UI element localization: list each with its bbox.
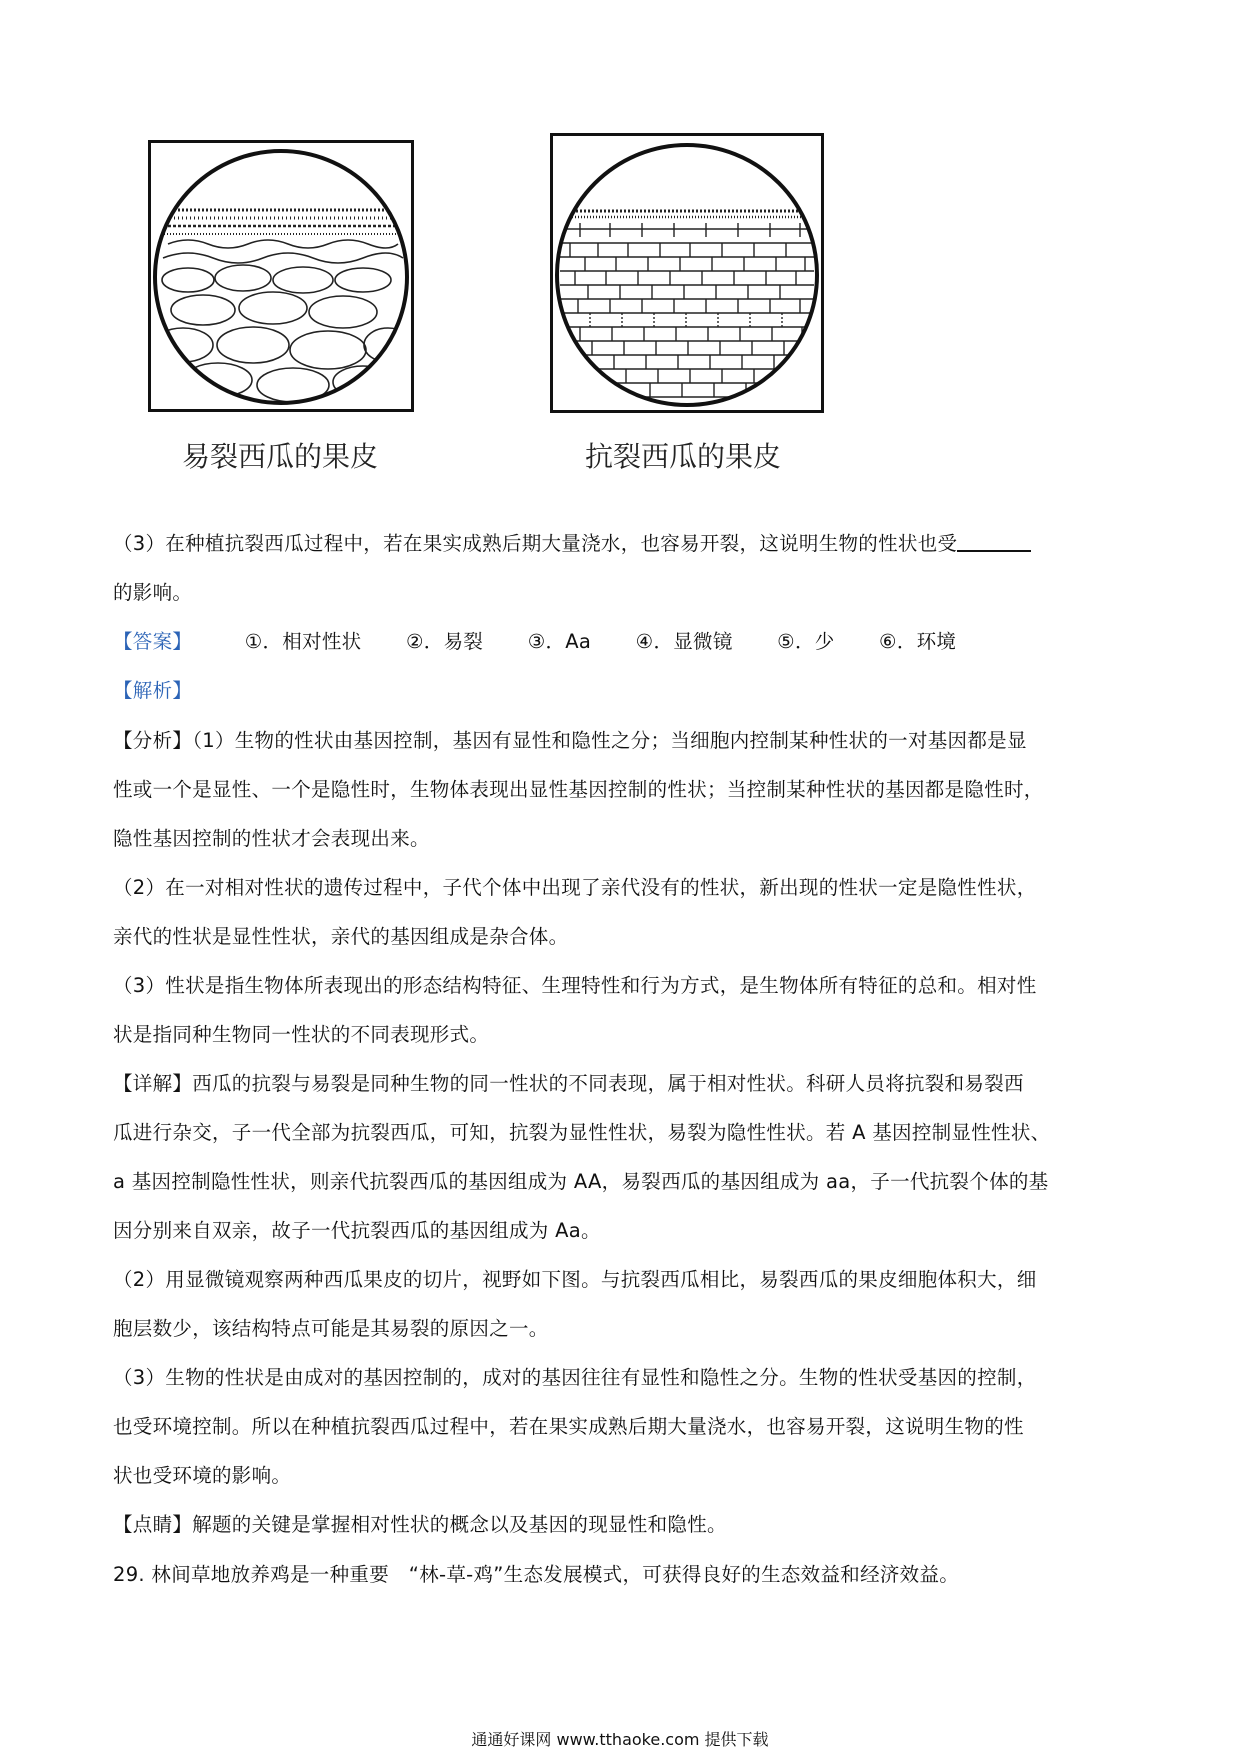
answer-option: ⑤．少 [777,630,835,653]
body-line: （3）性状是指生物体所表现出的形态结构特征、生理特性和行为方式，是生物体所有特征的总和。相对性 [113,974,1037,997]
answer-option: ④．显微镜 [635,630,733,653]
answer-option: ⑥．环境 [879,630,957,653]
answer-blank [957,530,1031,552]
body-line: 瓜进行杂交，子一代全部为抗裂西瓜，可知，抗裂为显性性状，易裂为隐性性状。若 A 基因控制显性性状、 [113,1121,1051,1144]
page-footer: 通通好课网 www.tthaoke.com 提供下载 [471,1730,769,1749]
figure-crack-resistant-rind [550,133,824,413]
question-3-line-2: 的影响。 [113,581,193,604]
answer-option: ③．Aa [527,630,592,653]
question-29: 29. 林间草地放养鸡是一种重要 “林-草-鸡”生态发展模式，可获得良好的生态效益和经济效益。 [113,1563,960,1586]
body-line: 【点睛】解题的关键是掌握相对性状的概念以及基因的现显性和隐性。 [113,1513,727,1536]
figure-caption-crack-resistant: 抗裂西瓜的果皮 [585,440,782,473]
body-line: 【详解】西瓜的抗裂与易裂是同种生物的同一性状的不同表现，属于相对性状。科研人员将抗裂和易裂西 [113,1072,1024,1095]
answer-option: ①．相对性状 [244,630,362,653]
body-line: 状是指同种生物同一性状的不同表现形式。 [113,1023,490,1046]
question-3-line-1 [113,530,1133,558]
micrograph-crack-resistant [550,133,824,413]
question-3-text: （3）在种植抗裂西瓜过程中，若在果实成熟后期大量浇水，也容易开裂，这说明生物的性状也受 [113,532,958,555]
answer-row [113,628,1133,656]
answer-option: ②．易裂 [406,630,484,653]
body-line: 隐性基因控制的性状才会表现出来。 [113,827,430,850]
body-line: 胞层数少，该结构特点可能是其易裂的原因之一。 [113,1317,549,1340]
body-line: （3）生物的性状是由成对的基因控制的，成对的基因往往有显性和隐性之分。生物的性状受基因的控制， [113,1366,1037,1389]
body-line: （2）用显微镜观察两种西瓜果皮的切片，视野如下图。与抗裂西瓜相比，易裂西瓜的果皮细胞体积大，细 [113,1268,1037,1291]
body-line: 【分析】（1）生物的性状由基因控制，基因有显性和隐性之分；当细胞内控制某种性状的一对基因都是显 [113,729,1027,752]
body-line: 性或一个是显性、一个是隐性时，生物体表现出显性基因控制的性状；当控制某种性状的基因都是隐性时， [113,778,1044,801]
body-line: a 基因控制隐性性状，则亲代抗裂西瓜的基因组成为 AA，易裂西瓜的基因组成为 aa，子一代抗裂个体的基 [113,1170,1049,1193]
body-line: 也受环境控制。所以在种植抗裂西瓜过程中，若在果实成熟后期大量浇水，也容易开裂，这说明生物的性 [113,1415,1024,1438]
analysis-label: 【解析】 [113,679,193,702]
figure-easy-crack-rind [148,140,414,412]
body-line: （2）在一对相对性状的遗传过程中，子代个体中出现了亲代没有的性状，新出现的性状一定是隐性性状， [113,876,1037,899]
body-line: 因分别来自双亲，故子一代抗裂西瓜的基因组成为 Aa。 [113,1219,601,1242]
body-line: 亲代的性状是显性性状，亲代的基因组成是杂合体。 [113,925,569,948]
figure-caption-easy-crack: 易裂西瓜的果皮 [182,440,379,473]
body-line: 状也受环境的影响。 [113,1464,292,1487]
answer-label: 【答案】 [113,630,193,653]
micrograph-easy-crack [148,140,414,412]
